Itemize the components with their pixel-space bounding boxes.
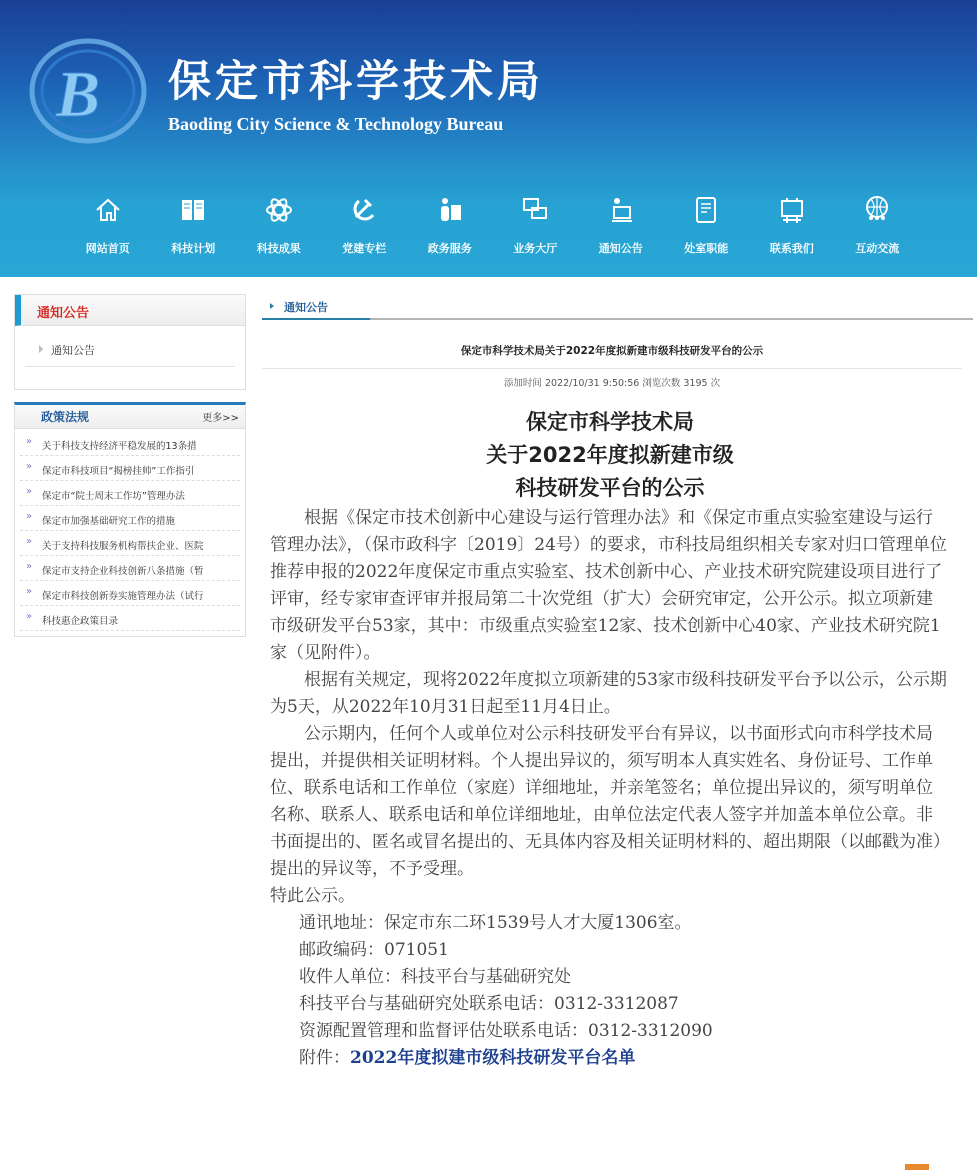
- nav-item-1[interactable]: [151, 195, 237, 265]
- paragraph: 根据有关规定，现将2022年度拟立项新建的53家市级科技研发平台予以公示，公示期为5天，从2022年10月31日起至11月4日止。: [270, 670, 947, 717]
- nav-item-5[interactable]: [493, 195, 579, 265]
- policy-list: [15, 429, 245, 631]
- contact-address: 通讯地址：保定市东二环1539号人才大厦1306室。: [299, 913, 692, 933]
- contact-phone-1: 科技平台与基础研究处联系电话：0312-3312087: [299, 994, 679, 1014]
- breadcrumb-active-bar: [262, 318, 370, 320]
- atom-icon: [264, 195, 294, 225]
- policy-link[interactable]: » 保定市加强基础研究工作的措施: [20, 506, 240, 531]
- document-title: [420, 406, 800, 505]
- screens-icon: [520, 195, 550, 225]
- nav-label: 党建专栏: [342, 242, 387, 255]
- home-icon: [93, 195, 123, 225]
- bureau-logo[interactable]: [26, 36, 148, 146]
- nav-label: 互动交流: [855, 242, 900, 255]
- nav-label: 政务服务: [427, 242, 472, 255]
- policy-link[interactable]: » 保定市“院士周末工作坊”管理办法: [20, 481, 240, 506]
- nav-item-6[interactable]: [578, 195, 664, 265]
- document-icon: [691, 195, 721, 225]
- policy-box: [14, 402, 246, 637]
- sidebar-item-notice[interactable]: 通知公告: [25, 335, 235, 367]
- nav-item-2[interactable]: [236, 195, 322, 265]
- nav-item-0[interactable]: [65, 195, 151, 265]
- policy-link[interactable]: » 保定市科技创新券实施管理办法（试行: [20, 581, 240, 606]
- contact-postcode: 邮政编码：071051: [299, 940, 449, 960]
- doc-title-line: 关于2022年度拟新建市级: [486, 443, 734, 467]
- policy-title: 政策法规: [41, 410, 90, 424]
- notice-sidebar-box: [14, 294, 246, 390]
- nav-label: 科技成果: [256, 242, 301, 255]
- paragraph: 根据《保定市技术创新中心建设与运行管理办法》和《保定市重点实验室建设与运行管理办法》，（保市政科字〔2019〕24号）的要求，市科技局组织相关专家对归口管理单位推荐申报的2022年度保定市重点实验室、技术创新中心、产业技术研究院建设项目进行了评审，经专家审查评审并报局第二十次党组（扩大）会研究审定，公开公示。拟立项新建市级研发平台53家，其中：市级重点实验室12家、技术创新中心40家、产业技术研究院1家（见附件）。: [270, 508, 947, 663]
- breadcrumb-notice[interactable]: 通知公告: [284, 301, 328, 314]
- notice-sidebar-title: 通知公告: [15, 295, 245, 326]
- policy-header: [15, 405, 245, 429]
- service-icon: [435, 195, 465, 225]
- policy-link[interactable]: » 科技惠企政策目录: [20, 606, 240, 631]
- svg-text:B: B: [56, 58, 101, 131]
- site-subtitle: Baoding City Science & Technology Bureau: [168, 114, 504, 134]
- doc-title-line: 科技研发平台的公示: [515, 476, 705, 500]
- policy-link[interactable]: » 关于支持科技服务机构帮扶企业、医院: [20, 531, 240, 556]
- nav-item-9[interactable]: [835, 195, 921, 265]
- corner-badge: [905, 1164, 929, 1170]
- nav-item-8[interactable]: [749, 195, 835, 265]
- nav-item-3[interactable]: [322, 195, 408, 265]
- nav-label: 网站首页: [85, 242, 130, 255]
- contact-phone-2: 资源配置管理和监督评估处联系电话：0312-3312090: [299, 1021, 713, 1041]
- book-icon: [178, 195, 208, 225]
- easel-icon: [777, 195, 807, 225]
- site-title: 保定市科学技术局: [168, 57, 544, 107]
- policy-link[interactable]: » 保定市科技项目“揭榜挂帅”工作指引: [20, 456, 240, 481]
- site-header: [0, 0, 977, 277]
- article-body: [270, 505, 948, 1072]
- announcement-icon: [606, 195, 636, 225]
- more-link[interactable]: 更多>>: [202, 413, 239, 424]
- breadcrumb: [262, 292, 973, 320]
- policy-link[interactable]: » 保定市支持企业科技创新八条措施（暂: [20, 556, 240, 581]
- attachment-label: 附件：: [299, 1048, 350, 1068]
- nav-label: 处室职能: [684, 242, 729, 255]
- globe-people-icon: [862, 195, 892, 225]
- divider: [262, 368, 962, 369]
- attachment-link[interactable]: 2022年度拟建市级科技研发平台名单: [350, 1048, 636, 1068]
- nav-label: 通知公告: [598, 242, 643, 255]
- doc-title-line: 保定市科学技术局: [526, 410, 694, 434]
- contact-recipient: 收件人单位：科技平台与基础研究处: [299, 967, 571, 987]
- nav-label: 联系我们: [769, 242, 814, 255]
- article-meta: 添加时间 2022/10/31 9:50:56 浏览次数 3195 次: [503, 378, 721, 389]
- nav-label: 科技计划: [171, 242, 216, 255]
- main-nav: [65, 195, 935, 265]
- nav-item-7[interactable]: [664, 195, 750, 265]
- hammer-sickle-icon: [349, 195, 379, 225]
- nav-item-4[interactable]: [407, 195, 493, 265]
- attachment: [270, 1045, 948, 1072]
- article-title: 保定市科学技术局关于2022年度拟新建市级科技研发平台的公示: [460, 345, 764, 357]
- paragraph: 公示期内，任何个人或单位对公示科技研发平台有异议，以书面形式向市科学技术局提出，并提供相关证明材料。个人提出异议的，须写明本人真实姓名、身份证号、工作单位、联系电话和工作单位（家庭）详细地址，并亲笔签名；单位提出异议的，须写明单位名称、联系人、联系电话和单位详细地址，由单位法定代表人签字并加盖本单位公章。非书面提出的、匿名或冒名提出的、无具体内容及相关证明材料的、超出期限（以邮戳为准）提出的异议等，不予受理。: [270, 724, 942, 879]
- policy-link[interactable]: » 关于科技支持经济平稳发展的13条措: [20, 431, 240, 456]
- nav-label: 业务大厅: [513, 242, 558, 255]
- closing: 特此公示。: [270, 886, 355, 906]
